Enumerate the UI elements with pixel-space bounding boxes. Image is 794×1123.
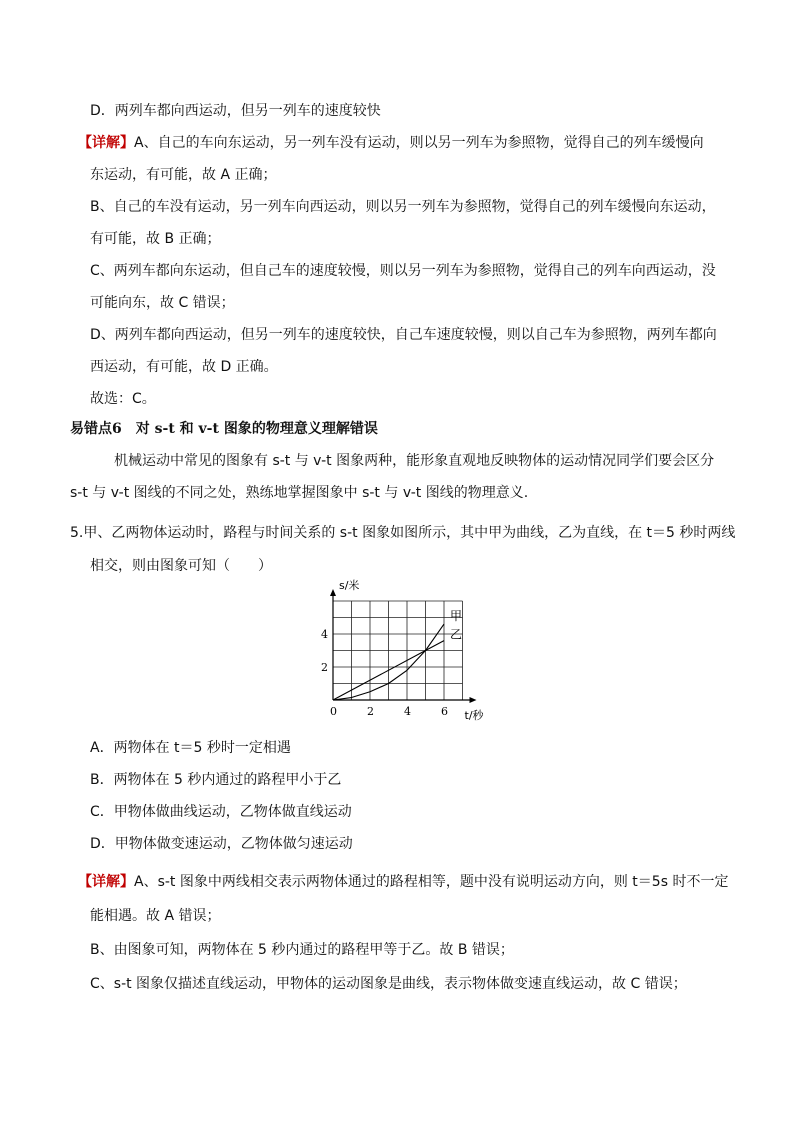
explanation-line-7: D、两列车都向西运动，但另一列车的速度较快，自己车速度较慢，则以自己车为参照物，两列车都向 (90, 327, 717, 343)
explanation-line-8: 西运动，有可能，故 D 正确。 (90, 359, 278, 375)
option-a: A．两物体在 t＝5 秒时一定相遇 (90, 740, 291, 756)
series-label-jia: 甲 (450, 609, 463, 624)
x-axis-label: t/秒 (464, 709, 484, 722)
answer-tag: 【详解】 (78, 874, 134, 890)
explanation-line-3: B、自己的车没有运动，另一列车向西运动，则以另一列车为参照物，觉得自己的列车缓慢向东运动， (90, 199, 716, 215)
answer-line-2: 能相遇。故 A 错误； (90, 908, 221, 924)
option-b: B．两物体在 5 秒内通过的路程甲小于乙 (90, 772, 342, 788)
series-label-yi: 乙 (450, 627, 463, 642)
y-axis-arrow (330, 589, 336, 596)
answer-line-3: B、由图象可知，两物体在 5 秒内通过的路程甲等于乙。故 B 错误； (90, 942, 514, 958)
chart-grid (333, 601, 463, 700)
explanation-line-1: 【详解】A、自己的车向东运动，另一列车没有运动，则以另一列车为参照物，觉得自己的列车缓慢向 (78, 135, 704, 151)
option-d-prev: D．两列车都向西运动，但另一列车的速度较快 (90, 103, 381, 119)
chart-axes (330, 589, 477, 703)
explanation-line-6: 可能向东，故 C 错误； (90, 295, 235, 311)
section-heading (70, 419, 378, 439)
option-d: D．甲物体做变速运动，乙物体做匀速运动 (90, 836, 353, 852)
st-chart (318, 579, 498, 728)
y-axis-label: s/米 (339, 579, 360, 592)
y-tick-label: 2 (321, 661, 328, 674)
question-line-2: 相交，则由图象可知（ ） (90, 558, 272, 574)
explanation-tag: 【详解】 (78, 135, 134, 151)
explanation-line-2: 东运动，有可能，故 A 正确； (90, 167, 277, 183)
intro-line-2: s-t 与 v-t 图线的不同之处，熟练地掌握图象中 s-t 与 v-t 图线的物理意义. (70, 485, 529, 501)
x-axis-arrow (470, 697, 477, 703)
question-line-1: 5.甲、乙两物体运动时，路程与时间关系的 s-t 图象如图所示，其中甲为曲线，乙为直线，在 t＝5 秒时两线 (70, 525, 736, 541)
heading-text: 对 s-t 和 v-t 图象的物理意义理解错误 (135, 421, 378, 437)
explanation-line-5: C、两列车都向东运动，但自己车的速度较慢，则以另一列车为参照物，觉得自己的列车向西运动，没 (90, 263, 716, 279)
answer-line-4: C、s-t 图象仅描述直线运动，甲物体的运动图象是曲线，表示物体做变速直线运动，故 C 错误； (90, 976, 687, 992)
x-tick-label: 2 (367, 705, 374, 718)
x-tick-label: 6 (441, 705, 448, 718)
y-tick-label: 4 (321, 628, 328, 641)
x-tick-label: 0 (330, 705, 337, 718)
heading-label: 易错点6 (70, 421, 122, 437)
answer-choice: 故选：C。 (90, 391, 156, 407)
intro-line-1: 机械运动中常见的图象有 s-t 与 v-t 图象两种，能形象直观地反映物体的运动情况同学们要会区分 (114, 453, 715, 469)
explanation-line-4: 有可能，故 B 正确； (90, 231, 221, 247)
answer-line-1: 【详解】A、s-t 图象中两线相交表示两物体通过的路程相等，题中没有说明运动方向，则 t＝5s 时不一定 (78, 874, 729, 890)
x-tick-label: 4 (404, 705, 411, 718)
option-c: C．甲物体做曲线运动，乙物体做直线运动 (90, 804, 352, 820)
